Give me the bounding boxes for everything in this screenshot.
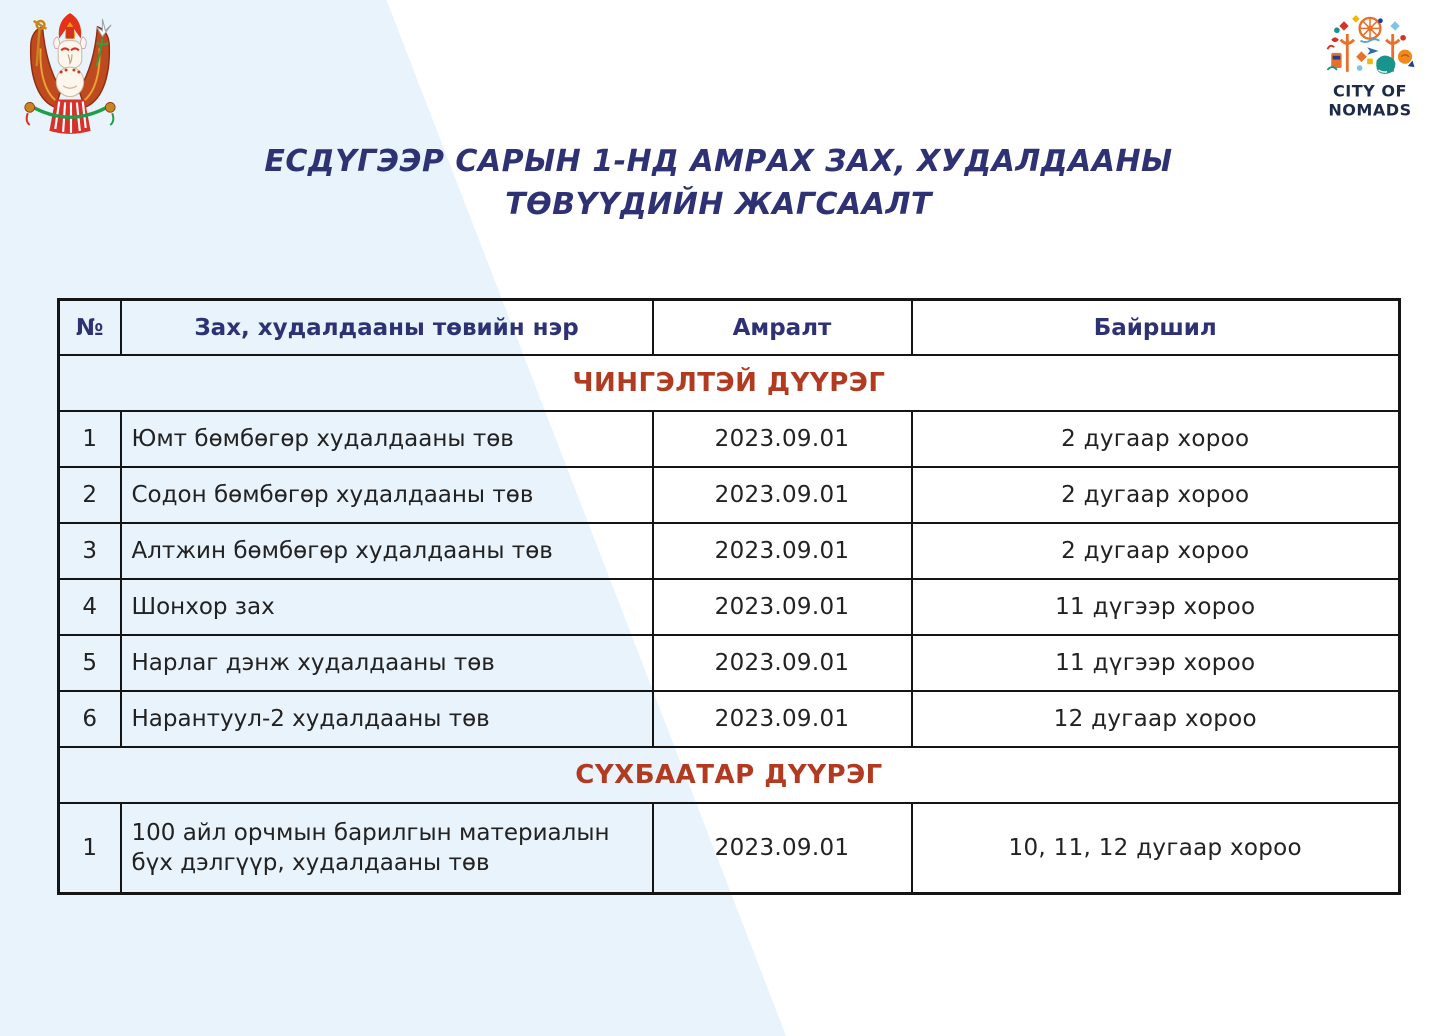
nomads-text-line2: NOMADS [1328, 100, 1412, 120]
row-no: 1 [59, 411, 121, 467]
row-date: 2023.09.01 [653, 467, 912, 523]
row-name: Нарантуул-2 худалдааны төв [121, 691, 653, 747]
row-name: Алтжин бөмбөгөр худалдааны төв [121, 523, 653, 579]
row-date: 2023.09.01 [653, 691, 912, 747]
row-name: 100 айл орчмын барилгын материалын бүх дэлгүүр, худалдааны төв [121, 803, 653, 894]
nomads-text-line1: CITY OF [1333, 81, 1407, 101]
row-location: 2 дугаар хороо [912, 523, 1400, 579]
row-name: Юмт бөмбөгөр худалдааны төв [121, 411, 653, 467]
row-location: 11 дүгээр хороо [912, 635, 1400, 691]
row-location: 10, 11, 12 дугаар хороо [912, 803, 1400, 894]
table-row [59, 411, 1400, 467]
section-row-sukhbaatar [59, 747, 1400, 803]
row-location: 2 дугаар хороо [912, 411, 1400, 467]
row-date: 2023.09.01 [653, 523, 912, 579]
page-title-line1: ЕСДҮГЭЭР САРЫН 1-НД АМРАХ ЗАХ, ХУДАЛДААНЫ [264, 144, 1173, 179]
row-name: Содон бөмбөгөр худалдааны төв [121, 467, 653, 523]
header-date: Амралт [653, 300, 912, 356]
row-no: 4 [59, 579, 121, 635]
section-title: СҮХБААТАР ДҮҮРЭГ [59, 747, 1400, 803]
row-no: 2 [59, 467, 121, 523]
row-location: 2 дугаар хороо [912, 467, 1400, 523]
market-list-table [57, 298, 1401, 895]
row-name: Шонхор зах [121, 579, 653, 635]
row-no: 3 [59, 523, 121, 579]
row-date: 2023.09.01 [653, 411, 912, 467]
table-row [59, 579, 1400, 635]
page-title-line2: ТӨВҮҮДИЙН ЖАГСААЛТ [505, 187, 932, 222]
row-date: 2023.09.01 [653, 635, 912, 691]
table-row [59, 803, 1400, 894]
page-title [0, 140, 1437, 226]
table-header-row [59, 300, 1400, 356]
city-of-nomads-logo [1318, 8, 1422, 130]
table-row [59, 467, 1400, 523]
row-no: 5 [59, 635, 121, 691]
table-row [59, 691, 1400, 747]
header-location: Байршил [912, 300, 1400, 356]
row-name: Нарлаг дэнж худалдааны төв [121, 635, 653, 691]
row-location: 11 дүгээр хороо [912, 579, 1400, 635]
header-no: № [59, 300, 121, 356]
row-date: 2023.09.01 [653, 803, 912, 894]
table-row [59, 635, 1400, 691]
row-no: 6 [59, 691, 121, 747]
section-title: ЧИНГЭЛТЭЙ ДҮҮРЭГ [59, 355, 1400, 411]
table-row [59, 523, 1400, 579]
row-date: 2023.09.01 [653, 579, 912, 635]
ulaanbaatar-emblem-icon [16, 8, 124, 138]
row-location: 12 дугаар хороо [912, 691, 1400, 747]
section-row-chingeltei [59, 355, 1400, 411]
row-no: 1 [59, 803, 121, 894]
header-name: Зах, худалдааны төвийн нэр [121, 300, 653, 356]
